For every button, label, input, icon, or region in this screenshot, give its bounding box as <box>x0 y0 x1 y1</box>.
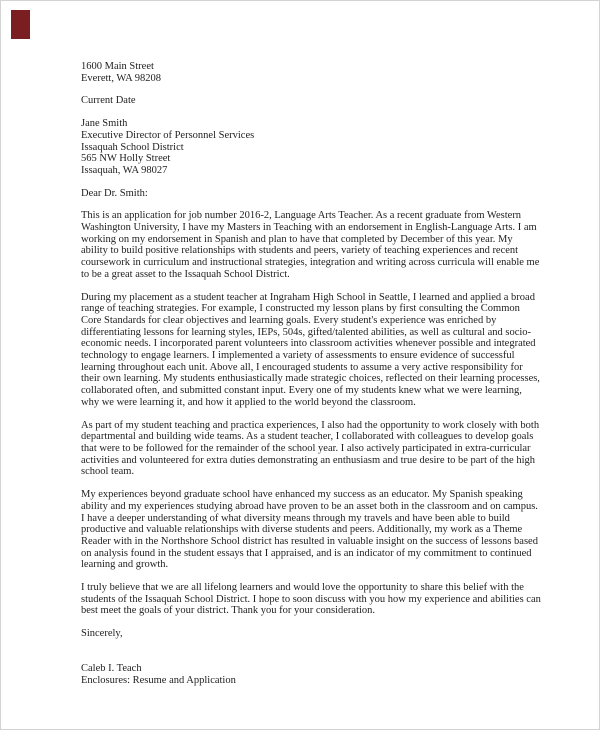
body-paragraph-3: As part of my student teaching and practica experiences, I also had the opportunity to work closely with both departmental and building wide teams. As a student teacher, I collaborated with colleagues to develop goals that were to be followed for the remainder of the school year. I also actively participated in extra-curricular activities and volunteered for extra duties demonstrating an enthusiasm and true desire to be part of the high school team. <box>81 419 540 478</box>
date-block <box>81 95 541 107</box>
body-paragraph-5: I truly believe that we are all lifelong learners and would love the opportunity to share this belief with the students of the Issaquah School District. I hope to soon discuss with you how my experience and abilities can best meet the goals of your district. Thank you for your consideration. <box>81 582 541 617</box>
body-paragraph-2: During my placement as a student teacher at Ingraham High School in Seattle, I learned and applied a broad range of teaching strategies. For example, I constructed my lesson plans by first consulting the Common Core Standards for clear objectives and learning goals. Every student's experience was enriched by differentiating lessons for learning styles, IEPs, 504s, gifted/talented abilities, as well as cultural and socio-economic needs. I incorporated parent volunteers into classroom activities whenever possible and integrated technology to engage learners. I implemented a variety of assessments to ensure evidence of successful learning throughout each unit. Above all, I encouraged students to assume a very active responsibility for their own learning. My students enthusiastically made strategic choices, reflected on their learning processes, collaborated often, and submitted constant input. Every one of my students knew what we were learning, why we were learning it, and how it applied to the world beyond the classroom. <box>81 291 540 408</box>
signature-name: Caleb I. Teach <box>81 662 142 674</box>
body-paragraph-1: This is an application for job number 2016-2, Language Arts Teacher. As a recent graduate from Western Washington University, I have my Masters in Teaching with an endorsement in English-Language Arts. I am working on my endorsement in Spanish and plan to have that completed by December of this year. My ability to build positive relationships with students and peers, variety of teaching experiences and recent coursework in curriculum and instructional strategies, integration and writing across curricula will enable me to be a great asset to the Issaquah School District. <box>81 210 540 280</box>
enclosures-line: Enclosures: Resume and Application <box>81 674 236 686</box>
salutation-block <box>81 188 541 200</box>
salutation: Dear Dr. Smith: <box>81 187 148 199</box>
closing: Sincerely, <box>81 628 123 640</box>
recipient-title: Executive Director of Personnel Services <box>81 129 255 141</box>
date-line: Current Date <box>81 95 136 107</box>
sender-address <box>81 61 541 84</box>
sender-address-line-2: Everett, WA 98208 <box>81 72 162 84</box>
recipient-name: Jane Smith <box>81 118 128 130</box>
letter-content <box>81 61 541 686</box>
recipient-organization: Issaquah School District <box>81 141 184 153</box>
recipient-street: 565 NW Holly Street <box>81 153 171 165</box>
recipient-address <box>81 118 541 177</box>
closing-block <box>81 628 541 640</box>
sender-address-line-1: 1600 Main Street <box>81 61 154 72</box>
recipient-city-state-zip: Issaquah, WA 98027 <box>81 164 168 176</box>
signature-block <box>81 663 541 686</box>
corner-accent-mark <box>11 10 30 39</box>
body-paragraph-4: My experiences beyond graduate school have enhanced my success as an educator. My Spanish speaking ability and my experiences studying abroad have proven to be an asset both in the classroom and on campus. I have a deeper understanding of what diversity means through my travels and have been able to build productive and valuable relationships with diverse students and peers. Additionally, my work as a Theme Reader with in the Northshore School district has resulted in valuable insight on the success of lessons based on analysis found in the student essays that I appraised, and is an indicator of my commitment to continued learning and growth. <box>81 489 538 571</box>
